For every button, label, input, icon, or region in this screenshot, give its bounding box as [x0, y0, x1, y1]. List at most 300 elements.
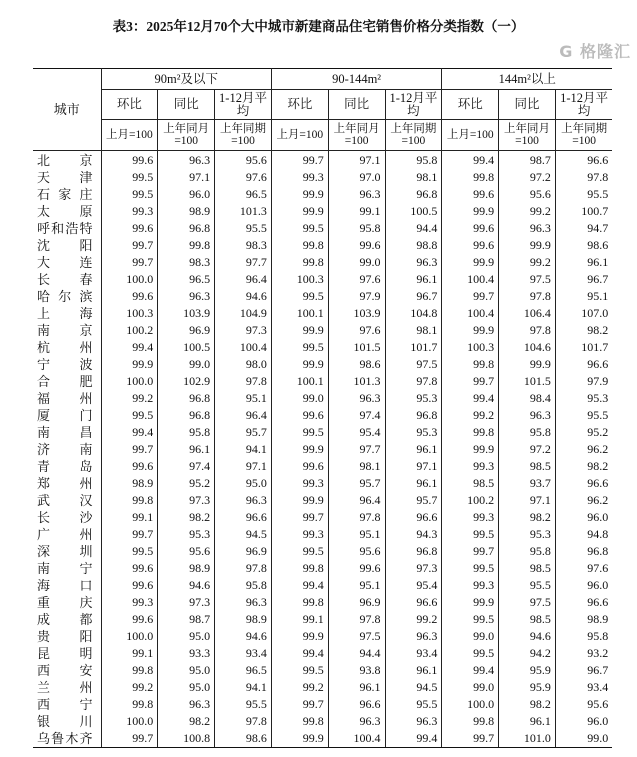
- index-value: 100.3: [101, 305, 158, 322]
- index-value: 99.9: [271, 203, 328, 220]
- index-value: 97.5: [328, 628, 385, 645]
- index-value: 101.3: [328, 373, 385, 390]
- city-name: 长沙: [37, 510, 93, 525]
- index-value: 99.3: [101, 594, 158, 611]
- table-row: [33, 594, 612, 611]
- index-value: 99.4: [442, 151, 499, 170]
- index-value: 99.7: [101, 526, 158, 543]
- table-row: [33, 577, 612, 594]
- index-value: 100.0: [101, 271, 158, 288]
- index-value: 99.1: [101, 509, 158, 526]
- index-value: 99.4: [101, 424, 158, 441]
- index-value: 95.3: [158, 526, 215, 543]
- index-value: 99.9: [442, 254, 499, 271]
- index-value: 99.8: [158, 237, 215, 254]
- index-value: 96.1: [328, 679, 385, 696]
- index-value: 96.8: [158, 390, 215, 407]
- index-value: 100.5: [385, 203, 442, 220]
- city-name: 郑州: [37, 476, 93, 491]
- index-value: 93.4: [555, 679, 612, 696]
- index-value: 99.8: [271, 713, 328, 730]
- index-value: 96.1: [385, 475, 442, 492]
- index-value: 99.2: [442, 407, 499, 424]
- index-value: 97.9: [555, 373, 612, 390]
- table-row: [33, 390, 612, 407]
- index-value: 96.6: [555, 594, 612, 611]
- index-value: 97.5: [499, 594, 556, 611]
- index-value: 94.1: [215, 441, 272, 458]
- table-row: [33, 203, 612, 220]
- index-value: 98.2: [499, 509, 556, 526]
- unit-header: 上年同期=100: [555, 120, 612, 151]
- index-value: 99.7: [101, 441, 158, 458]
- city-name: 广州: [37, 527, 93, 542]
- city-name: 合肥: [37, 374, 93, 389]
- city-name: 昆明: [37, 646, 93, 661]
- city-header: 城市: [33, 69, 101, 151]
- city-name: 天津: [37, 170, 93, 185]
- city-name: 沈阳: [37, 238, 93, 253]
- city-name: 深圳: [37, 544, 93, 559]
- index-value: 98.2: [158, 509, 215, 526]
- index-value: 99.7: [101, 254, 158, 271]
- index-value: 100.5: [158, 339, 215, 356]
- index-value: 99.8: [271, 254, 328, 271]
- index-value: 100.4: [328, 730, 385, 748]
- city-name: 西宁: [37, 697, 93, 712]
- index-value: 99.4: [442, 662, 499, 679]
- unit-header: 上年同期=100: [215, 120, 272, 151]
- index-value: 93.4: [215, 645, 272, 662]
- index-value: 100.0: [101, 628, 158, 645]
- index-value: 95.4: [328, 424, 385, 441]
- city-name: 西安: [37, 663, 93, 678]
- city-name: 南京: [37, 323, 93, 338]
- table-row: [33, 356, 612, 373]
- index-value: 97.8: [215, 713, 272, 730]
- city-name: 大连: [37, 255, 93, 270]
- city-name: 哈尔滨: [37, 289, 93, 304]
- index-value: 98.9: [101, 475, 158, 492]
- index-value: 94.8: [555, 526, 612, 543]
- index-value: 96.8: [158, 220, 215, 237]
- index-value: 95.8: [555, 628, 612, 645]
- index-value: 98.0: [215, 356, 272, 373]
- unit-header: 上年同月=100: [158, 120, 215, 151]
- index-value: 101.5: [328, 339, 385, 356]
- sub-header: 同比: [328, 90, 385, 120]
- index-value: 95.6: [555, 696, 612, 713]
- index-value: 95.7: [215, 424, 272, 441]
- index-value: 99.4: [271, 577, 328, 594]
- table-row: [33, 407, 612, 424]
- index-value: 99.9: [271, 441, 328, 458]
- index-value: 99.2: [499, 254, 556, 271]
- index-value: 95.0: [215, 475, 272, 492]
- index-value: 100.2: [442, 492, 499, 509]
- index-value: 99.2: [101, 390, 158, 407]
- index-value: 96.0: [555, 713, 612, 730]
- index-value: 99.2: [101, 679, 158, 696]
- index-value: 101.7: [385, 339, 442, 356]
- index-value: 96.4: [215, 407, 272, 424]
- city-name: 兰州: [37, 680, 93, 695]
- index-value: 94.6: [499, 628, 556, 645]
- index-value: 96.3: [499, 407, 556, 424]
- index-value: 97.8: [215, 560, 272, 577]
- table-row: [33, 611, 612, 628]
- index-value: 95.2: [158, 475, 215, 492]
- index-value: 99.1: [101, 645, 158, 662]
- table-row: [33, 271, 612, 288]
- index-value: 95.0: [158, 628, 215, 645]
- index-value: 97.2: [499, 441, 556, 458]
- city-name: 太原: [37, 204, 93, 219]
- index-value: 95.0: [158, 662, 215, 679]
- index-value: 104.9: [215, 305, 272, 322]
- index-value: 99.4: [271, 645, 328, 662]
- city-name: 成都: [37, 612, 93, 627]
- table-row: [33, 645, 612, 662]
- index-value: 96.2: [555, 492, 612, 509]
- index-value: 97.3: [385, 560, 442, 577]
- index-value: 100.0: [442, 696, 499, 713]
- index-value: 98.5: [442, 475, 499, 492]
- index-value: 98.6: [555, 237, 612, 254]
- index-value: 95.6: [328, 543, 385, 560]
- index-value: 96.6: [555, 475, 612, 492]
- index-value: 97.1: [215, 458, 272, 475]
- table-row: [33, 526, 612, 543]
- index-value: 99.5: [271, 662, 328, 679]
- table-row: [33, 696, 612, 713]
- index-value: 97.7: [215, 254, 272, 271]
- index-value: 97.1: [385, 458, 442, 475]
- index-value: 99.0: [271, 390, 328, 407]
- index-value: 99.7: [271, 509, 328, 526]
- index-value: 96.2: [555, 441, 612, 458]
- index-value: 101.0: [499, 730, 556, 748]
- index-value: 97.3: [158, 492, 215, 509]
- index-value: 95.5: [555, 407, 612, 424]
- index-value: 98.5: [499, 560, 556, 577]
- index-value: 102.9: [158, 373, 215, 390]
- index-value: 99.2: [271, 679, 328, 696]
- table-row: [33, 713, 612, 730]
- index-value: 93.2: [555, 645, 612, 662]
- index-value: 97.5: [385, 356, 442, 373]
- index-value: 95.0: [158, 679, 215, 696]
- index-value: 99.1: [328, 203, 385, 220]
- index-value: 95.1: [328, 526, 385, 543]
- index-value: 96.3: [385, 628, 442, 645]
- index-value: 98.5: [499, 458, 556, 475]
- index-value: 98.6: [215, 730, 272, 748]
- table-row: [33, 730, 612, 748]
- index-value: 98.1: [328, 458, 385, 475]
- index-value: 94.6: [215, 628, 272, 645]
- index-value: 99.6: [101, 611, 158, 628]
- group-header: 90-144m²: [271, 69, 441, 90]
- sub-header: 环比: [271, 90, 328, 120]
- index-value: 94.5: [215, 526, 272, 543]
- watermark-text: 格隆汇: [579, 42, 631, 61]
- unit-header: 上月=100: [442, 120, 499, 151]
- index-value: 107.0: [555, 305, 612, 322]
- index-value: 99.8: [442, 424, 499, 441]
- index-value: 99.5: [442, 560, 499, 577]
- index-value: 96.3: [499, 220, 556, 237]
- index-value: 99.5: [442, 611, 499, 628]
- index-value: 98.1: [385, 169, 442, 186]
- index-value: 99.3: [442, 577, 499, 594]
- city-name: 贵阳: [37, 629, 93, 644]
- index-value: 95.8: [158, 424, 215, 441]
- index-value: 99.9: [499, 356, 556, 373]
- index-value: 97.3: [158, 594, 215, 611]
- table-row: [33, 169, 612, 186]
- sub-header: 同比: [499, 90, 556, 120]
- index-value: 93.8: [328, 662, 385, 679]
- index-value: 99.1: [271, 611, 328, 628]
- index-value: 106.4: [499, 305, 556, 322]
- index-value: 100.0: [101, 373, 158, 390]
- index-value: 97.8: [215, 373, 272, 390]
- index-value: 103.9: [328, 305, 385, 322]
- index-value: 99.7: [101, 237, 158, 254]
- table-row: [33, 509, 612, 526]
- index-value: 96.3: [158, 696, 215, 713]
- city-name: 青岛: [37, 459, 93, 474]
- index-value: 99.9: [499, 237, 556, 254]
- index-value: 98.9: [158, 203, 215, 220]
- index-value: 95.8: [215, 577, 272, 594]
- index-value: 100.3: [442, 339, 499, 356]
- index-value: 104.6: [499, 339, 556, 356]
- index-value: 96.1: [385, 662, 442, 679]
- index-value: 94.4: [385, 220, 442, 237]
- index-value: 96.3: [328, 390, 385, 407]
- index-value: 99.7: [101, 730, 158, 748]
- index-value: 99.3: [271, 169, 328, 186]
- table-row: [33, 679, 612, 696]
- table-row: [33, 424, 612, 441]
- index-value: 99.9: [271, 186, 328, 203]
- index-value: 98.9: [555, 611, 612, 628]
- index-value: 96.9: [158, 322, 215, 339]
- index-value: 96.8: [385, 543, 442, 560]
- table-row: [33, 186, 612, 203]
- index-value: 99.7: [271, 696, 328, 713]
- index-value: 98.6: [328, 356, 385, 373]
- index-value: 96.3: [158, 288, 215, 305]
- index-value: 99.8: [271, 594, 328, 611]
- table-row: [33, 220, 612, 237]
- index-value: 99.0: [555, 730, 612, 748]
- index-value: 95.8: [328, 220, 385, 237]
- unit-header: 上月=100: [101, 120, 158, 151]
- index-value: 98.8: [385, 237, 442, 254]
- index-value: 97.6: [555, 560, 612, 577]
- table-row: [33, 560, 612, 577]
- sub-header: 1-12月平均: [215, 90, 272, 120]
- index-value: 97.8: [499, 288, 556, 305]
- index-value: 99.6: [101, 458, 158, 475]
- index-value: 98.1: [385, 322, 442, 339]
- index-value: 95.3: [385, 424, 442, 441]
- index-value: 96.9: [328, 594, 385, 611]
- index-value: 99.0: [158, 356, 215, 373]
- index-value: 99.5: [442, 645, 499, 662]
- index-value: 99.8: [442, 356, 499, 373]
- index-value: 100.4: [442, 305, 499, 322]
- index-value: 100.4: [215, 339, 272, 356]
- index-value: 94.3: [385, 526, 442, 543]
- index-value: 97.5: [499, 271, 556, 288]
- index-value: 97.1: [328, 151, 385, 170]
- city-name: 武汉: [37, 493, 93, 508]
- unit-header: 上年同期=100: [385, 120, 442, 151]
- index-value: 103.9: [158, 305, 215, 322]
- index-value: 99.7: [442, 543, 499, 560]
- index-value: 97.1: [499, 492, 556, 509]
- index-value: 96.6: [328, 696, 385, 713]
- index-value: 96.8: [385, 407, 442, 424]
- index-value: 97.8: [555, 169, 612, 186]
- index-value: 99.6: [101, 288, 158, 305]
- index-value: 96.1: [385, 441, 442, 458]
- table-row: [33, 441, 612, 458]
- index-value: 96.5: [215, 662, 272, 679]
- index-value: 97.6: [328, 271, 385, 288]
- index-value: 95.3: [385, 390, 442, 407]
- index-value: 99.8: [101, 492, 158, 509]
- index-value: 98.4: [499, 390, 556, 407]
- index-value: 99.6: [101, 560, 158, 577]
- index-value: 97.9: [328, 288, 385, 305]
- index-value: 99.4: [442, 390, 499, 407]
- index-value: 99.7: [442, 373, 499, 390]
- index-value: 93.7: [499, 475, 556, 492]
- index-value: 99.8: [271, 237, 328, 254]
- city-name: 乌鲁木齐: [33, 730, 101, 748]
- index-value: 97.6: [328, 322, 385, 339]
- index-value: 100.7: [555, 203, 612, 220]
- index-value: 100.4: [442, 271, 499, 288]
- index-value: 95.2: [555, 424, 612, 441]
- index-value: 95.7: [385, 492, 442, 509]
- index-value: 99.3: [101, 203, 158, 220]
- index-value: 98.3: [158, 254, 215, 271]
- index-value: 99.8: [442, 169, 499, 186]
- index-value: 99.9: [271, 730, 328, 748]
- index-value: 100.2: [101, 322, 158, 339]
- index-value: 101.3: [215, 203, 272, 220]
- unit-header: 上月=100: [271, 120, 328, 151]
- table-row: [33, 628, 612, 645]
- index-value: 96.5: [215, 186, 272, 203]
- sub-header: 1-12月平均: [385, 90, 442, 120]
- index-value: 97.3: [215, 322, 272, 339]
- index-value: 96.4: [215, 271, 272, 288]
- unit-header: 上年同月=100: [499, 120, 556, 151]
- index-value: 99.5: [271, 220, 328, 237]
- index-value: 96.6: [215, 509, 272, 526]
- city-name: 海口: [37, 578, 93, 593]
- index-value: 95.5: [215, 220, 272, 237]
- index-value: 99.5: [442, 526, 499, 543]
- index-value: 96.4: [328, 492, 385, 509]
- unit-header: 上年同月=100: [328, 120, 385, 151]
- index-value: 94.7: [555, 220, 612, 237]
- index-value: 98.3: [215, 237, 272, 254]
- city-name: 北京: [37, 153, 93, 168]
- index-value: 94.6: [158, 577, 215, 594]
- index-value: 96.6: [555, 151, 612, 170]
- index-value: 97.4: [158, 458, 215, 475]
- index-value: 99.9: [271, 492, 328, 509]
- index-value: 95.6: [499, 186, 556, 203]
- index-value: 99.0: [442, 628, 499, 645]
- table-row: [33, 237, 612, 254]
- index-value: 101.7: [555, 339, 612, 356]
- index-value: 98.2: [158, 713, 215, 730]
- index-value: 96.3: [328, 713, 385, 730]
- index-value: 99.2: [499, 203, 556, 220]
- index-value: 96.6: [385, 594, 442, 611]
- index-value: 95.7: [328, 475, 385, 492]
- index-value: 96.0: [555, 577, 612, 594]
- city-name: 重庆: [37, 595, 93, 610]
- index-value: 95.4: [385, 577, 442, 594]
- index-value: 99.3: [271, 526, 328, 543]
- index-value: 99.9: [101, 356, 158, 373]
- index-value: 95.6: [215, 151, 272, 170]
- index-value: 97.1: [158, 169, 215, 186]
- index-value: 96.9: [215, 543, 272, 560]
- index-value: 99.9: [271, 356, 328, 373]
- index-value: 98.5: [499, 611, 556, 628]
- sub-header: 同比: [158, 90, 215, 120]
- index-value: 99.8: [271, 560, 328, 577]
- index-value: 98.2: [555, 322, 612, 339]
- table-title: 表3：2025年12月70个大中城市新建商品住宅销售价格分类指数（一）: [112, 19, 525, 34]
- index-value: 99.5: [271, 339, 328, 356]
- index-value: 99.4: [385, 730, 442, 748]
- group-header: 90m²及以下: [101, 69, 271, 90]
- index-value: 95.5: [499, 577, 556, 594]
- index-value: 96.3: [328, 186, 385, 203]
- city-name: 石家庄: [37, 187, 93, 202]
- index-value: 96.1: [158, 441, 215, 458]
- index-value: 95.5: [555, 186, 612, 203]
- index-value: 97.2: [499, 169, 556, 186]
- index-value: 99.6: [442, 220, 499, 237]
- index-value: 98.9: [158, 560, 215, 577]
- sub-header: 环比: [101, 90, 158, 120]
- index-value: 99.5: [101, 186, 158, 203]
- index-value: 95.1: [215, 390, 272, 407]
- table-row: [33, 662, 612, 679]
- index-value: 99.5: [271, 424, 328, 441]
- index-value: 95.1: [555, 288, 612, 305]
- city-name: 厦门: [37, 408, 93, 423]
- index-value: 99.8: [442, 713, 499, 730]
- city-name: 呼和浩特: [37, 221, 93, 236]
- index-value: 99.6: [328, 237, 385, 254]
- index-value: 98.2: [555, 458, 612, 475]
- table-row: [33, 339, 612, 356]
